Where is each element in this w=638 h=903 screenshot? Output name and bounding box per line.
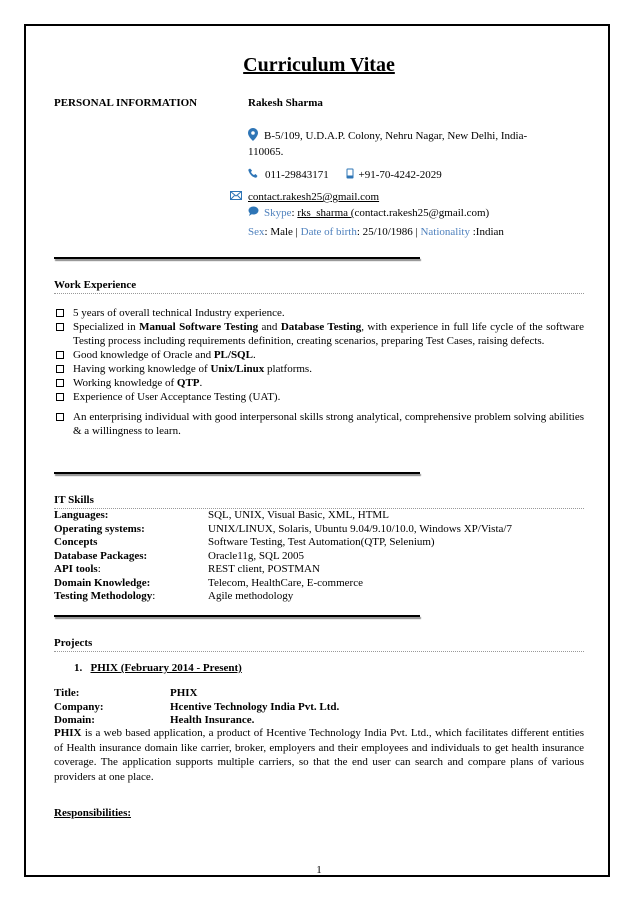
work-experience-list — [54, 306, 584, 438]
page-number: 1 — [316, 864, 322, 876]
document-title: Curriculum Vitae — [243, 54, 395, 76]
list-item: Working knowledge of QTP. — [54, 376, 584, 390]
table-row: Testing Methodology: Agile methodology — [54, 590, 294, 602]
mobile-number: +91-70-4242-2029 — [358, 169, 442, 182]
skype-email: contact.rakesh25@gmail.com) — [354, 207, 490, 219]
table-row: API tools: REST client, POSTMAN — [54, 563, 320, 575]
location-pin-icon — [248, 128, 258, 145]
project-title-line: 1. PHIX (February 2014 - Present) — [74, 662, 242, 674]
section-divider — [54, 472, 420, 474]
table-row: Languages: SQL, UNIX, Visual Basic, XML, HTML — [54, 509, 389, 521]
phone-number: 011-29843171 — [265, 169, 329, 182]
table-row: Operating systems: UNIX/LINUX, Solaris, Ubuntu 9.04/9.10/10.0, Windows XP/Vista/7 — [54, 522, 512, 535]
email-link[interactable]: contact.rakesh25@gmail.com — [248, 191, 380, 203]
projects-heading: Projects — [54, 637, 584, 652]
project-description: PHIX is a web based application, a product of Hcentive Technology India Pvt. Ltd., which facilitates different entities of Health insurance domain like carrier, broker, employers and their employees and individuals to get health insurance coverage. The application supports multiple carriers, so that the end user can search and compare plans of various providers at one place. — [54, 727, 584, 783]
list-item: Specialized in Manual Software Testing and Database Testing, with experience in full life cycle of the software Testing process including requirements definition, creating scenarios, preparing Test Cases, raising defects. — [54, 320, 584, 348]
section-divider — [54, 257, 420, 259]
section-divider — [54, 615, 420, 617]
nationality-label: Nationality — [420, 226, 470, 238]
person-name: Rakesh Sharma — [248, 97, 323, 109]
sex-label: Sex — [248, 226, 265, 238]
skype-id: rks_sharma ( — [297, 207, 355, 219]
nationality-value: Indian — [475, 226, 504, 238]
email-line — [230, 190, 379, 204]
table-row: Domain: Health Insurance. — [54, 714, 255, 726]
list-item: Good knowledge of Oracle and PL/SQL. — [54, 348, 584, 362]
phone-icon — [248, 168, 259, 183]
skype-line: Skype: rks_sharma (contact.rakesh25@gmail.com) — [248, 206, 489, 220]
responsibilities-heading: Responsibilities: — [54, 807, 132, 819]
table-row: Domain Knowledge: Telecom, HealthCare, E-commerce — [54, 576, 363, 589]
dob-label: Date of birth — [300, 226, 357, 238]
skills-table — [54, 509, 584, 604]
table-row: Company: Hcentive Technology India Pvt. Ltd. — [54, 700, 340, 713]
skype-label: Skype — [264, 207, 292, 219]
project-title: PHIX (February 2014 - Present) — [90, 662, 242, 674]
table-row: Database Packages: Oracle11g, SQL 2005 — [54, 549, 305, 562]
phone-line — [248, 168, 442, 183]
project-details — [54, 687, 584, 728]
address-line — [248, 128, 548, 159]
list-item: Having working knowledge of Unix/Linux platforms. — [54, 362, 584, 376]
personal-details-line: Sex: Male | Date of birth: 25/10/1986 | Nationality :Indian — [248, 226, 504, 238]
sex-value: Male — [270, 226, 293, 238]
table-row: Title: PHIX — [54, 687, 198, 699]
skype-icon — [248, 206, 259, 220]
list-item: An enterprising individual with good interpersonal skills strong analytical, comprehensive problem solving abilities & a willingness to learn. — [54, 410, 584, 438]
email-icon — [230, 190, 242, 204]
address-text: B-5/109, U.D.A.P. Colony, Nehru Nagar, New Delhi, India-110065. — [248, 130, 528, 158]
personal-info-label: PERSONAL INFORMATION — [54, 97, 198, 109]
dob-value: 25/10/1986 — [362, 226, 413, 238]
it-skills-heading: IT Skills — [54, 494, 584, 509]
list-item: 5 years of overall technical Industry experience. — [54, 306, 584, 320]
list-item: Experience of User Acceptance Testing (UAT). — [54, 390, 584, 404]
table-row: Concepts Software Testing, Test Automation(QTP, Selenium) — [54, 536, 435, 548]
work-experience-heading: Work Experience — [54, 279, 584, 294]
mobile-icon — [346, 168, 354, 183]
